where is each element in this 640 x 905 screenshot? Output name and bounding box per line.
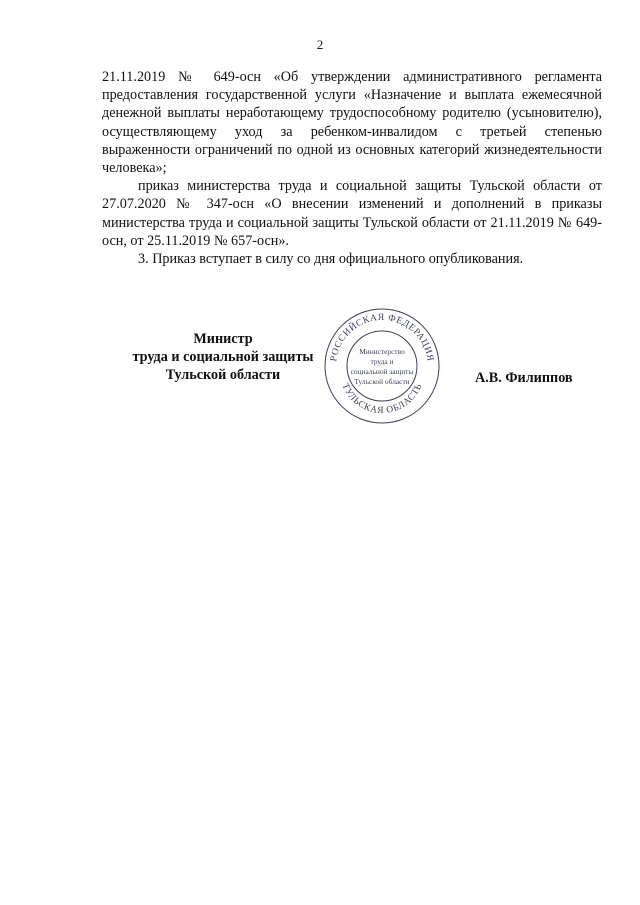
seal-inner-text-line: Министерство <box>359 347 405 356</box>
page-number: 2 <box>316 37 324 52</box>
signatory-title <box>128 330 318 384</box>
paragraph-regulation-reference: 21.11.2019 № 649-осн «Об утверждении административного регламента предоставления государственной услуги «Назначение и выплата ежемесячной денежной выплаты неработающему трудоспособному родителю (усыновителю), осуществляющему уход за ребенком-инвалидом с третьей степенью выраженности ограничений по одной из основных категорий жизнедеятельности человека»; <box>102 69 602 177</box>
official-seal <box>321 305 443 427</box>
signatory-title-line: труда и социальной защиты <box>132 349 314 365</box>
paragraph-effective-date: 3. Приказ вступает в силу со дня официального опубликования. <box>138 251 524 268</box>
seal-outer-ring <box>325 309 439 423</box>
paragraph-amendment-order: приказ министерства труда и социальной защиты Тульской области от 27.07.2020 № 347-осн «О внесении изменений и дополнений в приказы министерства труда и социальной защиты Тульской области от 21.11.2019 № 649-осн, от 25.11.2019 № 657-осн». <box>102 178 602 249</box>
seal-graphic <box>321 305 443 427</box>
signer-name: А.В. Филиппов <box>475 370 573 386</box>
seal-inner-text-line: Тульской области <box>354 377 410 386</box>
signatory-title-line: Тульской области <box>165 367 281 383</box>
document-body <box>102 68 602 268</box>
seal-outer-bottom-text: ТУЛЬСКАЯ ОБЛАСТЬ <box>339 382 425 417</box>
seal-inner-text-line: труда и <box>370 357 394 366</box>
signatory-title-line: Министр <box>193 331 253 347</box>
seal-inner-ring <box>347 331 417 401</box>
seal-outer-top-text: РОССИЙСКАЯ ФЕДЕРАЦИЯ <box>329 312 435 363</box>
seal-inner-text-line: социальной защиты <box>350 367 414 376</box>
